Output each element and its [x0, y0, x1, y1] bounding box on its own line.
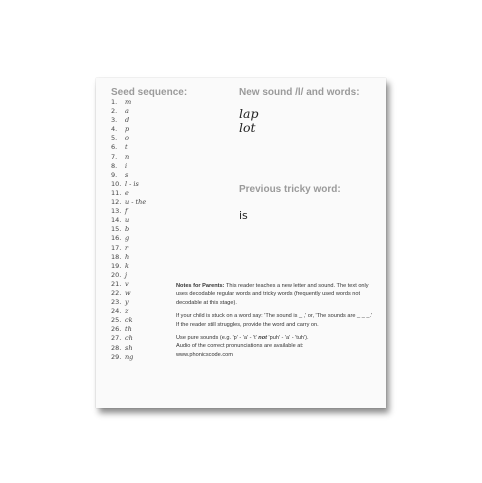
- notes-paragraph-1: [176, 282, 376, 307]
- seed-sequence-item: [111, 134, 146, 143]
- book-page: [96, 78, 386, 408]
- seed-sequence-sound: n: [125, 152, 130, 161]
- seed-sequence-sound: th: [125, 325, 132, 334]
- seed-sequence-sound: ch: [125, 334, 133, 343]
- new-word-2: lot: [239, 120, 256, 135]
- seed-sequence-sound: z: [125, 307, 129, 316]
- notes-text-3c: 'puh' - 'a' - 'tuh').: [266, 335, 309, 342]
- seed-sequence-sound: j: [125, 270, 128, 279]
- notes-label: Notes for Parents:: [176, 283, 225, 289]
- seed-sequence-sound: p: [125, 125, 130, 134]
- notes-text-3d: Audio of the correct pronunciations are available at:: [176, 343, 304, 350]
- seed-sequence-number: 5.: [111, 134, 118, 143]
- seed-sequence-item: [111, 207, 146, 216]
- seed-sequence-item: [111, 325, 146, 334]
- seed-sequence-item: [111, 162, 146, 171]
- seed-sequence-sound: y: [125, 298, 129, 307]
- seed-sequence-item: [111, 125, 146, 134]
- seed-sequence-number: 1.: [111, 98, 118, 106]
- notes-text-1: This reader teaches a new letter and sound. The text only uses decodable regular words and tricky words (frequently used words not decodable at this stage).: [176, 283, 369, 306]
- seed-sequence-number: 25.: [111, 316, 122, 325]
- seed-sequence-item: [111, 344, 146, 353]
- seed-sequence-number: 15.: [111, 225, 122, 234]
- seed-sequence-number: 12.: [111, 198, 122, 207]
- seed-sequence-number: 3.: [111, 116, 118, 125]
- seed-sequence-heading: Seed sequence:: [111, 87, 188, 98]
- seed-sequence-number: 21.: [111, 279, 122, 288]
- seed-sequence-item: [111, 225, 146, 234]
- seed-sequence-number: 10.: [111, 179, 122, 188]
- seed-sequence-sound: u: [125, 216, 130, 225]
- seed-sequence-sound: v: [125, 279, 129, 288]
- seed-sequence-sound: w: [125, 288, 131, 297]
- seed-sequence-number: 6.: [111, 143, 118, 152]
- seed-sequence-sound: g: [125, 234, 130, 243]
- seed-sequence-item: [111, 143, 146, 152]
- seed-sequence-item: [111, 262, 146, 271]
- seed-sequence-item: [111, 171, 146, 180]
- seed-sequence-item: [111, 353, 146, 362]
- seed-sequence-sound: h: [125, 252, 130, 261]
- seed-sequence-number: 22.: [111, 288, 122, 297]
- seed-sequence-number: 4.: [111, 125, 118, 134]
- seed-sequence-number: 8.: [111, 161, 118, 170]
- seed-sequence-number: 14.: [111, 216, 122, 225]
- notes-paragraph-3: [176, 334, 376, 359]
- seed-sequence-number: 28.: [111, 343, 122, 352]
- seed-sequence-sound: t: [125, 143, 128, 152]
- seed-sequence-number: 24.: [111, 307, 122, 316]
- seed-sequence-sound: ck: [125, 316, 133, 325]
- seed-sequence-sound: sh: [125, 343, 133, 352]
- seed-sequence-sound: m: [125, 98, 132, 106]
- seed-sequence-number: 26.: [111, 325, 122, 334]
- seed-sequence-number: 17.: [111, 243, 122, 252]
- seed-sequence-sound: i: [125, 161, 128, 170]
- seed-sequence-sound: b: [125, 225, 130, 234]
- seed-sequence-item: [111, 307, 146, 316]
- seed-sequence-sound: ng: [125, 352, 134, 361]
- seed-sequence-sound: l - is: [125, 179, 139, 188]
- new-sound-heading: New sound /l/ and words:: [239, 87, 360, 98]
- seed-sequence-item: [111, 234, 146, 243]
- seed-sequence-item: [111, 298, 146, 307]
- seed-sequence-item: [111, 107, 146, 116]
- seed-sequence-sound: o: [125, 134, 129, 143]
- seed-sequence-item: [111, 180, 146, 189]
- seed-sequence-number: 20.: [111, 270, 122, 279]
- notes-paragraph-2: If your child is stuck on a word say: 'The sound is _ ,' or, 'The sounds are _ _ _.' If the reader still struggles, provide the word and carry on.: [176, 313, 373, 328]
- seed-sequence-item: [111, 189, 146, 198]
- seed-sequence-number: 19.: [111, 261, 122, 270]
- seed-sequence-item: [111, 153, 146, 162]
- seed-sequence-number: 2.: [111, 107, 118, 116]
- seed-sequence-item: [111, 198, 146, 207]
- seed-sequence-number: 27.: [111, 334, 122, 343]
- notes-text-3a: Use pure sounds (e.g. 'p' - 'a' - 't': [176, 335, 259, 342]
- seed-sequence-item: [111, 216, 146, 225]
- seed-sequence-item: [111, 289, 146, 298]
- seed-sequence-sound: d: [125, 116, 130, 125]
- seed-sequence-sound: e: [125, 188, 129, 197]
- seed-sequence-sound: k: [125, 261, 129, 270]
- seed-sequence-number: 7.: [111, 152, 118, 161]
- seed-sequence-number: 23.: [111, 298, 122, 307]
- seed-sequence-sound: f: [125, 207, 128, 216]
- new-word-1: lap: [239, 106, 259, 121]
- tricky-word-heading: Previous tricky word:: [239, 184, 341, 195]
- seed-sequence-item: [111, 334, 146, 343]
- seed-sequence-item: [111, 253, 146, 262]
- seed-sequence-item: [111, 280, 146, 289]
- seed-sequence-item: [111, 116, 146, 125]
- seed-sequence-item: [111, 316, 146, 325]
- seed-sequence-number: 9.: [111, 170, 118, 179]
- seed-sequence-sound: u - the: [125, 198, 147, 207]
- seed-sequence-number: 16.: [111, 234, 122, 243]
- seed-sequence-number: 11.: [111, 188, 122, 197]
- seed-sequence-number: 13.: [111, 207, 122, 216]
- seed-sequence-sound: s: [125, 170, 129, 179]
- seed-sequence-number: 18.: [111, 252, 122, 261]
- seed-sequence-number: 29.: [111, 352, 122, 361]
- seed-sequence-item: [111, 98, 146, 107]
- seed-sequence-list: [111, 98, 146, 362]
- tricky-word: is: [239, 209, 248, 222]
- seed-sequence-item: [111, 271, 146, 280]
- notes-emphasis-not: not: [258, 335, 267, 342]
- seed-sequence-sound: r: [125, 243, 129, 252]
- parent-notes: [176, 282, 376, 364]
- seed-sequence-item: [111, 244, 146, 253]
- website-link[interactable]: www.phonicscode.com: [176, 351, 233, 358]
- seed-sequence-sound: a: [125, 107, 129, 116]
